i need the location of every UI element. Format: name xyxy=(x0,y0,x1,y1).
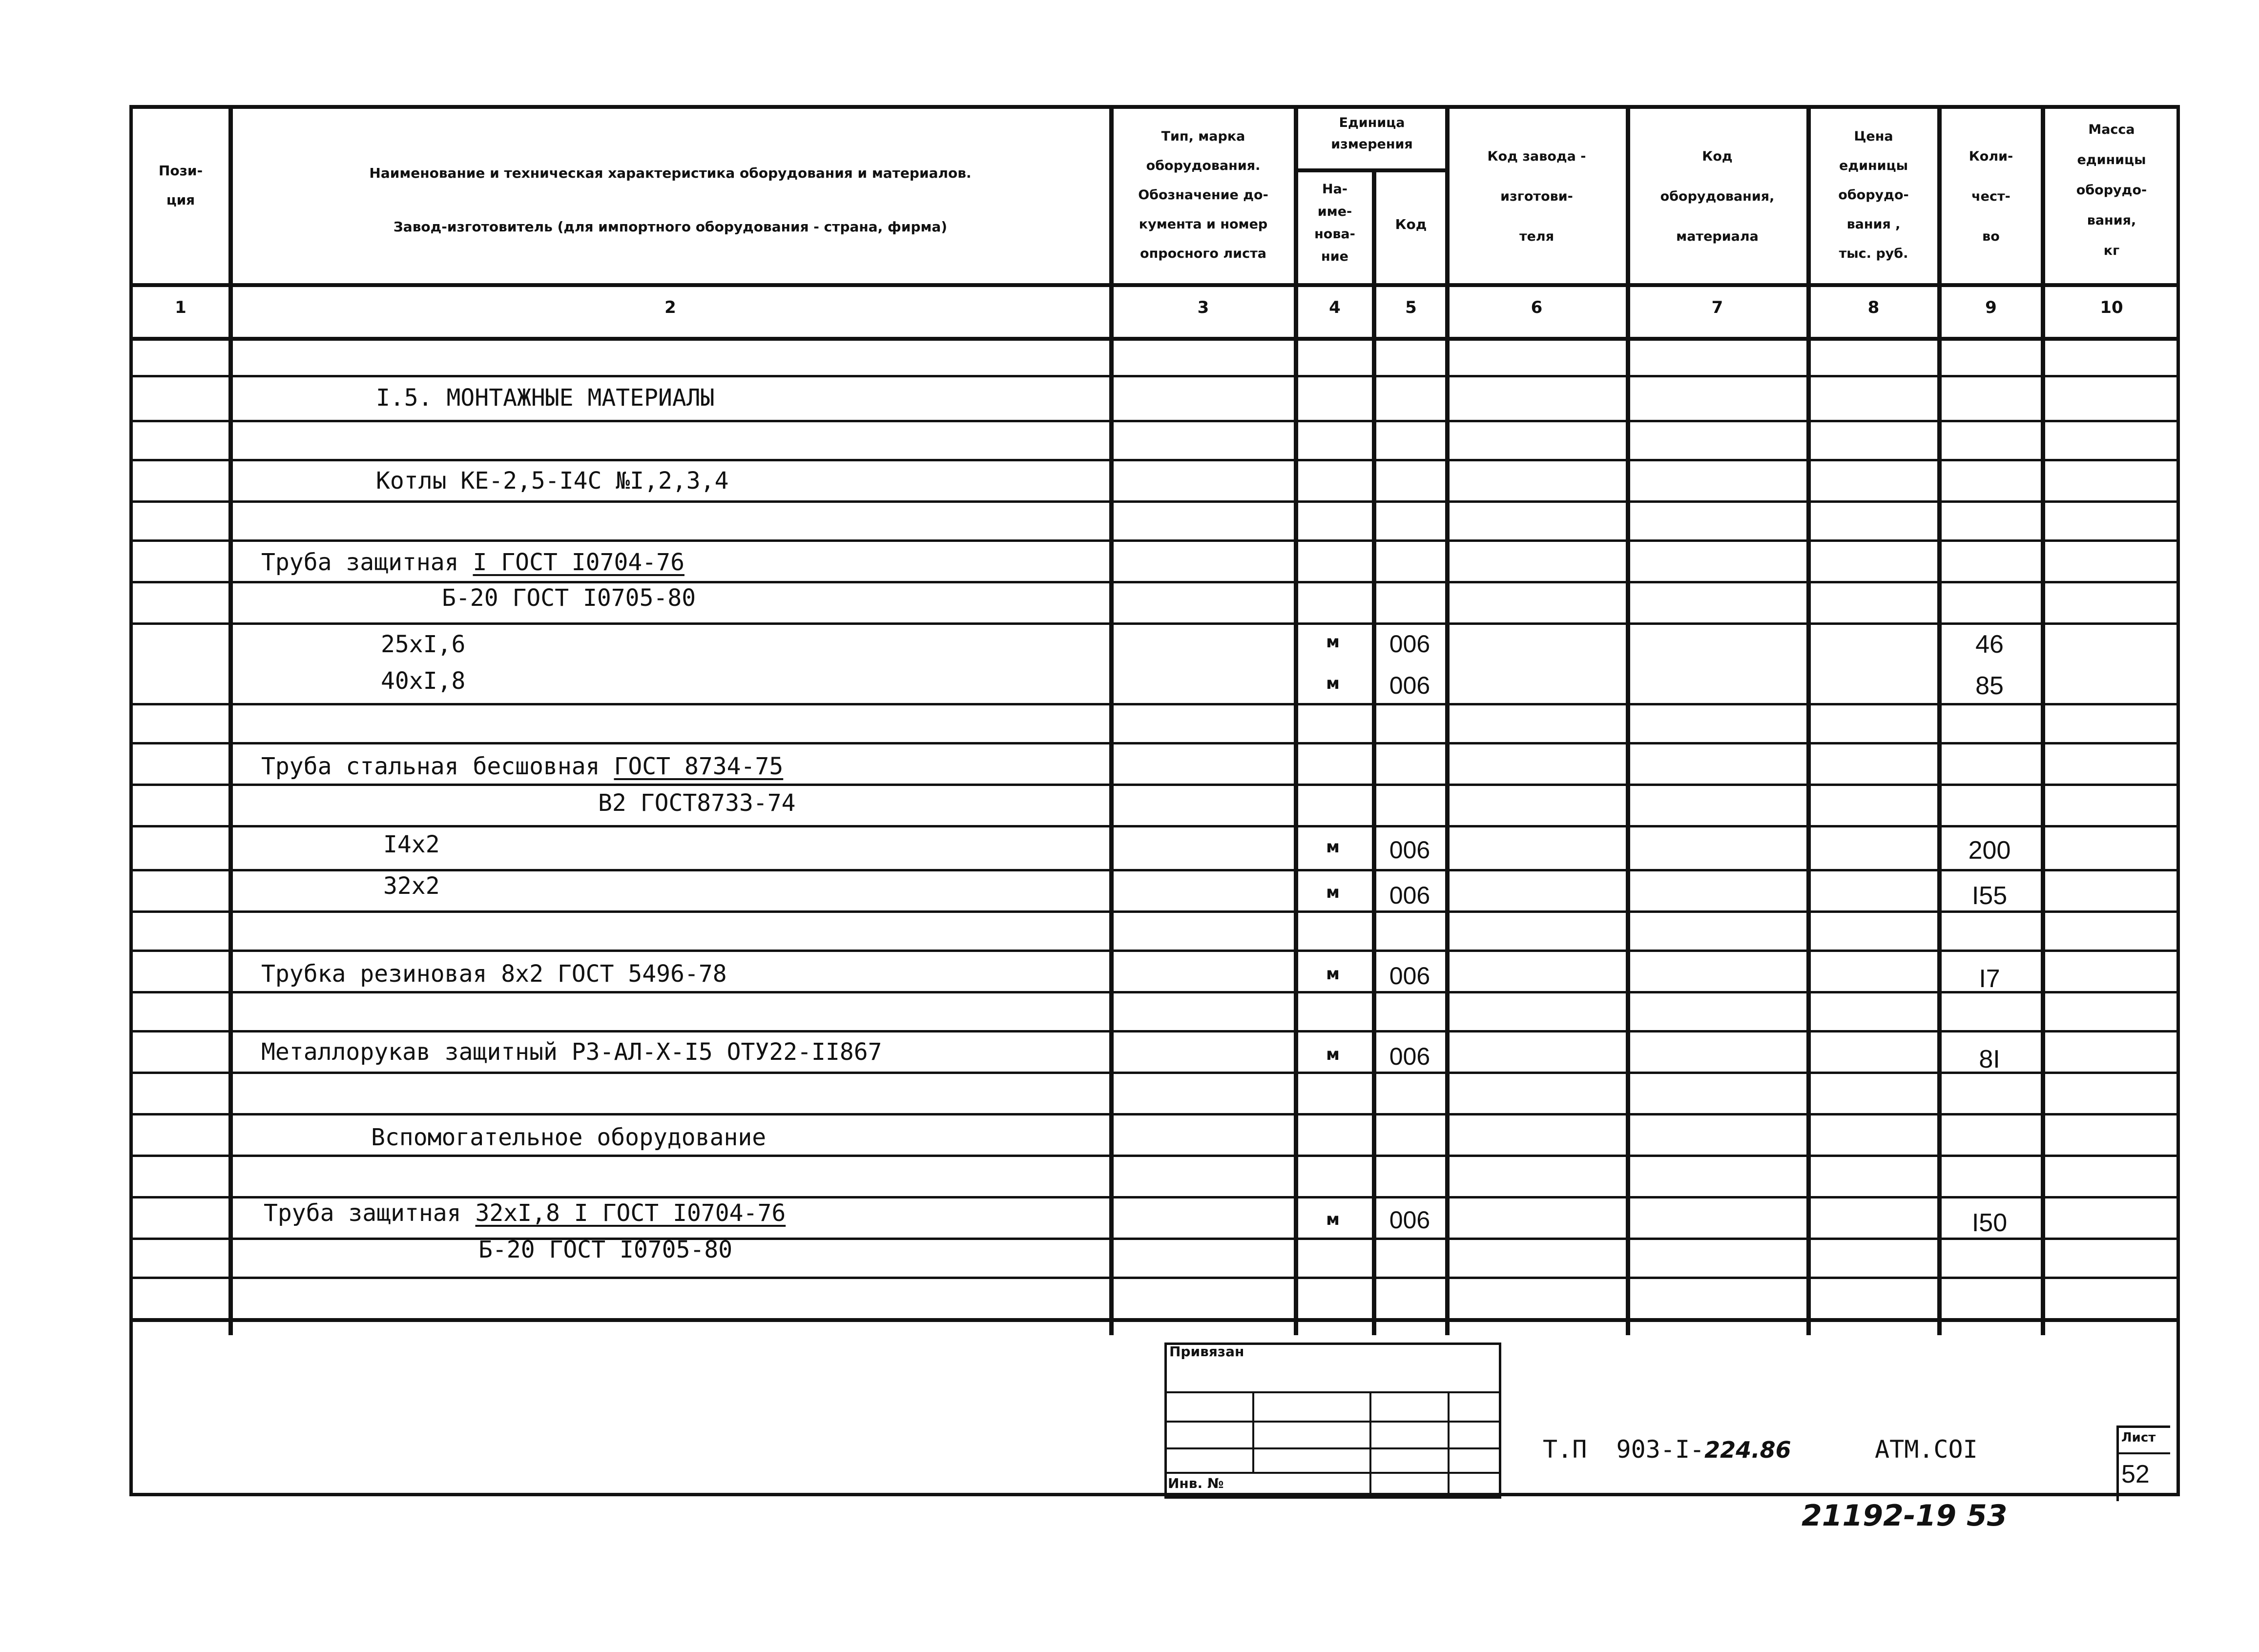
unit-group-line xyxy=(1294,168,1449,172)
hdr-col8: Цена единицы оборудо- вания , тыс. руб. xyxy=(1838,129,1909,261)
col-divider-8 xyxy=(1937,105,1942,1335)
colnum-2: 2 xyxy=(664,298,676,317)
col-divider-5 xyxy=(1445,105,1450,1335)
pipe-protective-1: Труба защитная I ГОСТ I0704-76 xyxy=(261,549,684,576)
stamp-vline xyxy=(1252,1391,1254,1472)
item-40-unit: м xyxy=(1326,674,1340,693)
item-32-code: 006 xyxy=(1389,882,1430,909)
row-line xyxy=(129,784,2180,786)
row-line xyxy=(129,459,2180,461)
colnum-4: 4 xyxy=(1329,298,1341,317)
inv-label: Инв. № xyxy=(1168,1475,1224,1491)
row-line xyxy=(129,1155,2180,1157)
privyazan-label: Привязан xyxy=(1169,1343,1244,1360)
hdr-col7: Код оборудования, материала xyxy=(1660,149,1775,244)
row-line xyxy=(129,539,2180,542)
hdr-unit-group: Единица измерения xyxy=(1331,115,1413,152)
doc-reference: Т.П 903-I-224.86 xyxy=(1543,1435,1791,1464)
row-line xyxy=(129,991,2180,993)
item-40-name: 40хI,8 xyxy=(381,667,466,695)
metal-hose-code: 006 xyxy=(1389,1043,1430,1070)
pipe-protective-2-code: 006 xyxy=(1389,1206,1430,1234)
col-divider-9 xyxy=(2041,105,2045,1335)
pipe-steel-spec: В2 ГОСТ8733-74 xyxy=(598,789,796,817)
colnum-10: 10 xyxy=(2100,298,2123,317)
header-bottom-line xyxy=(129,283,2180,287)
stamp-line xyxy=(1164,1421,1501,1423)
section-title: I.5. МОНТАЖНЫЕ МАТЕРИАЛЫ xyxy=(376,384,715,412)
row-line xyxy=(129,420,2180,422)
row-line xyxy=(129,825,2180,827)
pipe-protective-2-unit: м xyxy=(1326,1210,1340,1229)
colnum-9: 9 xyxy=(1985,298,1997,317)
metal-hose-qty: 8I xyxy=(1979,1045,2000,1074)
boilers-label: Котлы КЕ-2,5-I4С №I,2,3,4 xyxy=(376,467,729,495)
archive-number: 21192-19 53 xyxy=(1802,1499,2008,1533)
colnum-5: 5 xyxy=(1405,298,1417,317)
row-line xyxy=(129,622,2180,625)
colnum-1: 1 xyxy=(175,298,187,317)
col-divider-3 xyxy=(1294,105,1298,1335)
metal-hose-name: Металлорукав защитный РЗ-АЛ-Х-I5 ОТУ22-II867 xyxy=(261,1038,882,1066)
colnum-3: 3 xyxy=(1197,298,1209,317)
col-divider-7 xyxy=(1806,105,1811,1335)
hdr-col9: Коли- чест- во xyxy=(1969,149,2013,244)
col-divider-4 xyxy=(1372,171,1376,1335)
stamp-line xyxy=(1164,1447,1501,1449)
hdr-col1: Пози- ция xyxy=(158,163,203,208)
row-line xyxy=(129,581,2180,583)
col-divider-1 xyxy=(228,105,233,1335)
row-line xyxy=(129,500,2180,503)
item-25-name: 25хI,6 xyxy=(381,631,466,658)
hdr-col10: Масса единицы оборудо- вания, кг xyxy=(2076,122,2147,258)
sheet-number: 52 xyxy=(2121,1460,2150,1488)
stamp-vline xyxy=(1369,1391,1371,1499)
row-line xyxy=(129,742,2180,744)
rubber-tube-name: Трубка резиновая 8х2 ГОСТ 5496-78 xyxy=(261,960,727,988)
col-divider-2 xyxy=(1109,105,1114,1335)
colnum-7: 7 xyxy=(1711,298,1723,317)
item-25-qty: 46 xyxy=(1975,630,2004,659)
row-line xyxy=(129,1277,2180,1279)
sheet-line xyxy=(2116,1452,2170,1454)
hdr-col3: Тип, марка оборудования. Обозначение до- кумента и номер опросного листа xyxy=(1138,129,1268,261)
pipe-protective-2: Труба защитная 32хI,8 I ГОСТ I0704-76 xyxy=(264,1199,786,1227)
aux-equipment-title: Вспомогательное оборудование xyxy=(371,1124,767,1151)
item-40-qty: 85 xyxy=(1975,672,2004,700)
item-32-qty: I55 xyxy=(1971,882,2008,910)
row-line xyxy=(129,950,2180,952)
pipe-protective-2-spec: Б-20 ГОСТ I0705-80 xyxy=(478,1236,733,1263)
item-40-code: 006 xyxy=(1389,672,1430,699)
row-line xyxy=(129,703,2180,705)
pipe-steel: Труба стальная бесшовная ГОСТ 8734-75 xyxy=(261,753,784,780)
pipe-protective-2-qty: I50 xyxy=(1971,1209,2008,1237)
doc-code: АТМ.СОI xyxy=(1875,1435,1978,1464)
row-line xyxy=(129,1113,2180,1115)
hdr-col5: Код xyxy=(1395,216,1427,232)
hdr-col6: Код завода - изготови- теля xyxy=(1487,149,1586,244)
rubber-tube-qty: I7 xyxy=(1979,965,2000,993)
row-line xyxy=(129,1072,2180,1074)
colnum-6: 6 xyxy=(1531,298,1543,317)
item-25-code: 006 xyxy=(1389,630,1430,658)
item-32-unit: м xyxy=(1326,883,1340,902)
row-line xyxy=(129,1030,2180,1032)
colnum-bottom-line xyxy=(129,337,2180,341)
item-14-unit: м xyxy=(1326,837,1340,857)
stamp-vline xyxy=(1448,1391,1450,1499)
stamp-line xyxy=(1164,1472,1501,1474)
hdr-col2: Наименование и техническая характеристика оборудования и материалов. Завод-изготовитель (для импортного оборудования - страна, фирма) xyxy=(369,165,972,235)
item-14-qty: 200 xyxy=(1968,836,2011,865)
row-line xyxy=(129,375,2180,377)
metal-hose-unit: м xyxy=(1326,1045,1340,1064)
stamp-line xyxy=(1164,1391,1501,1393)
row-line xyxy=(129,1238,2180,1240)
col-divider-6 xyxy=(1626,105,1630,1335)
item-14-code: 006 xyxy=(1389,836,1430,864)
item-25-unit: м xyxy=(1326,632,1340,652)
rubber-tube-unit: м xyxy=(1326,964,1340,984)
table-bottom-line xyxy=(129,1318,2180,1322)
sheet-label: Лист xyxy=(2121,1430,2156,1445)
row-line xyxy=(129,910,2180,913)
pipe-protective-1-spec: Б-20 ГОСТ I0705-80 xyxy=(442,584,696,612)
colnum-8: 8 xyxy=(1867,298,1880,317)
item-14-name: I4х2 xyxy=(383,831,440,858)
item-32-name: 32х2 xyxy=(383,872,440,900)
rubber-tube-code: 006 xyxy=(1389,962,1430,990)
hdr-col4: На- име- нова- ние xyxy=(1314,182,1355,264)
